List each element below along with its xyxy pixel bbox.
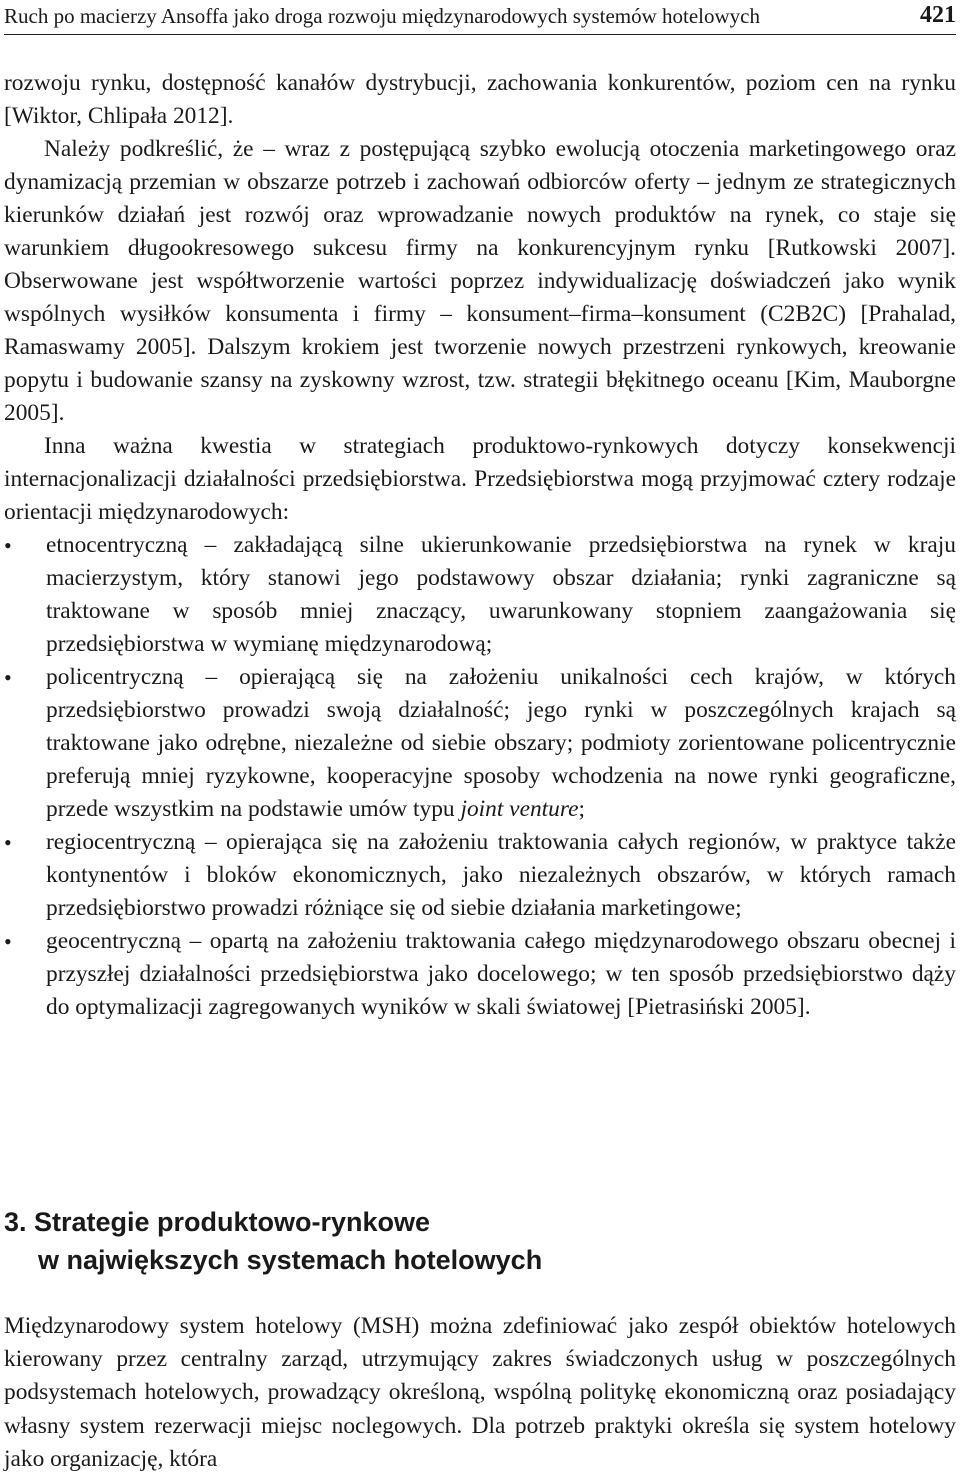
closing-paragraph: Międzynarodowy system hotelowy (MSH) można zdefiniować jako zespół obiektów hotelowych kierowany przez centralny zarząd, utrzymujący zakres świadczonych usług w poszczególnych podsystemach hotelowych, prowadzący określoną, wspólną politykę ekonomiczną oraz posiadający własny system rezerwacji miejsc noclegowych. Dla potrzeb praktyki określa się system hotelowy jako organizację, która bbox=[4, 1313, 956, 1472]
bullet-icon: • bbox=[4, 929, 12, 954]
section-heading bbox=[4, 1203, 542, 1279]
section-heading-line-2: w największych systemach hotelowych bbox=[38, 1245, 543, 1275]
running-title: Ruch po macierzy Ansoffa jako droga rozwoju międzynarodowych systemów hotelowych bbox=[4, 4, 760, 28]
running-header bbox=[4, 0, 956, 35]
bullet-icon: • bbox=[4, 665, 12, 690]
paragraph-1: Należy podkreślić, że – wraz z postępującą szybko ewolucją otoczenia marketingowego oraz dynamizacją przemian w obszarze potrzeb i zachowań odbiorców oferty – jednym ze strategicznych kierunków działań jest rozwój oraz wprowadzanie nowych produktów na rynek, co staje się warunkiem długookresowego sukcesu firmy na konkurencyjnym rynku [Rutkowski 2007]. Obserwowane jest współtworzenie wartości poprzez indywidualizację doświadczeń jako wynik wspólnych wysiłków konsumenta i firmy – konsument–firma–konsument (C2B2C) [Prahalad, Ramaswamy 2005]. Dalszym krokiem jest tworzenie nowych przestrzeni rynkowych, kreowanie popytu i budowanie szansy na zyskowny wzrost, tzw. strategii błękitnego oceanu [Kim, Mauborgne 2005]. bbox=[4, 136, 956, 426]
body-text bbox=[4, 67, 956, 1024]
list-item-text: etnocentryczną – zakładającą silne ukierunkowanie przedsiębiorstwa na rynek w kraju macierzystym, który stanowi jego podstawowy obszar działania; rynki zagraniczne są traktowane w sposób mniej znaczący, uwarunkowany stopniem zaangażowania się przedsiębiorstwa w wymianę międzynarodową; bbox=[46, 532, 956, 657]
closing-text bbox=[4, 1310, 956, 1476]
list-item-end: ; bbox=[578, 796, 585, 822]
page-number: 421 bbox=[920, 2, 956, 28]
paragraph-2: Inna ważna kwestia w strategiach produktowo-rynkowych dotyczy konsekwencji internacjonalizacji działalności przedsiębiorstwa. Przedsiębiorstwa mogą przyjmować cztery rodzaje orientacji międzynarodowych: bbox=[4, 433, 956, 525]
section-heading-line-1: 3. Strategie produktowo-rynkowe bbox=[4, 1207, 431, 1237]
list-item bbox=[4, 661, 956, 826]
list-item bbox=[4, 925, 956, 1024]
list-item-text: regiocentryczną – opierająca się na założeniu traktowania całych regionów, w praktyce także kontynentów i bloków ekonomicznych, jako niezależnych obszarów, w których ramach przedsiębiorstwo prowadzi różniące się od siebie działania marketingowe; bbox=[46, 829, 956, 921]
orientation-list bbox=[4, 529, 956, 1024]
list-item bbox=[4, 826, 956, 925]
italic-term: joint venture bbox=[460, 796, 579, 822]
list-item bbox=[4, 529, 956, 661]
bullet-icon: • bbox=[4, 533, 12, 558]
bullet-icon: • bbox=[4, 830, 12, 855]
list-item-text: geocentryczną – opartą na założeniu traktowania całego międzynarodowego obszaru obecnej i przyszłej działalności przedsiębiorstwa jako docelowego; w ten sposób przedsiębiorstwo dąży do optymalizacji zagregowanych wyników w skali światowej [Pietrasiński 2005]. bbox=[46, 928, 956, 1020]
list-item-text: policentryczną – opierającą się na założeniu unikalności cech krajów, w których przedsiębiorstwo prowadzi swoją działalność; jego rynki w poszczególnych krajach są traktowane jako odrębne, niezależne od siebie obszary; podmioty zorientowane policentrycznie preferują mniej ryzykowne, kooperacyjne sposoby wchodzenia na nowe rynki geograficzne, przede wszystkim na podstawie umów typu bbox=[46, 664, 956, 822]
continuation-paragraph: rozwoju rynku, dostępność kanałów dystrybucji, zachowania konkurentów, poziom cen na rynku [Wiktor, Chlipała 2012]. bbox=[4, 70, 956, 129]
